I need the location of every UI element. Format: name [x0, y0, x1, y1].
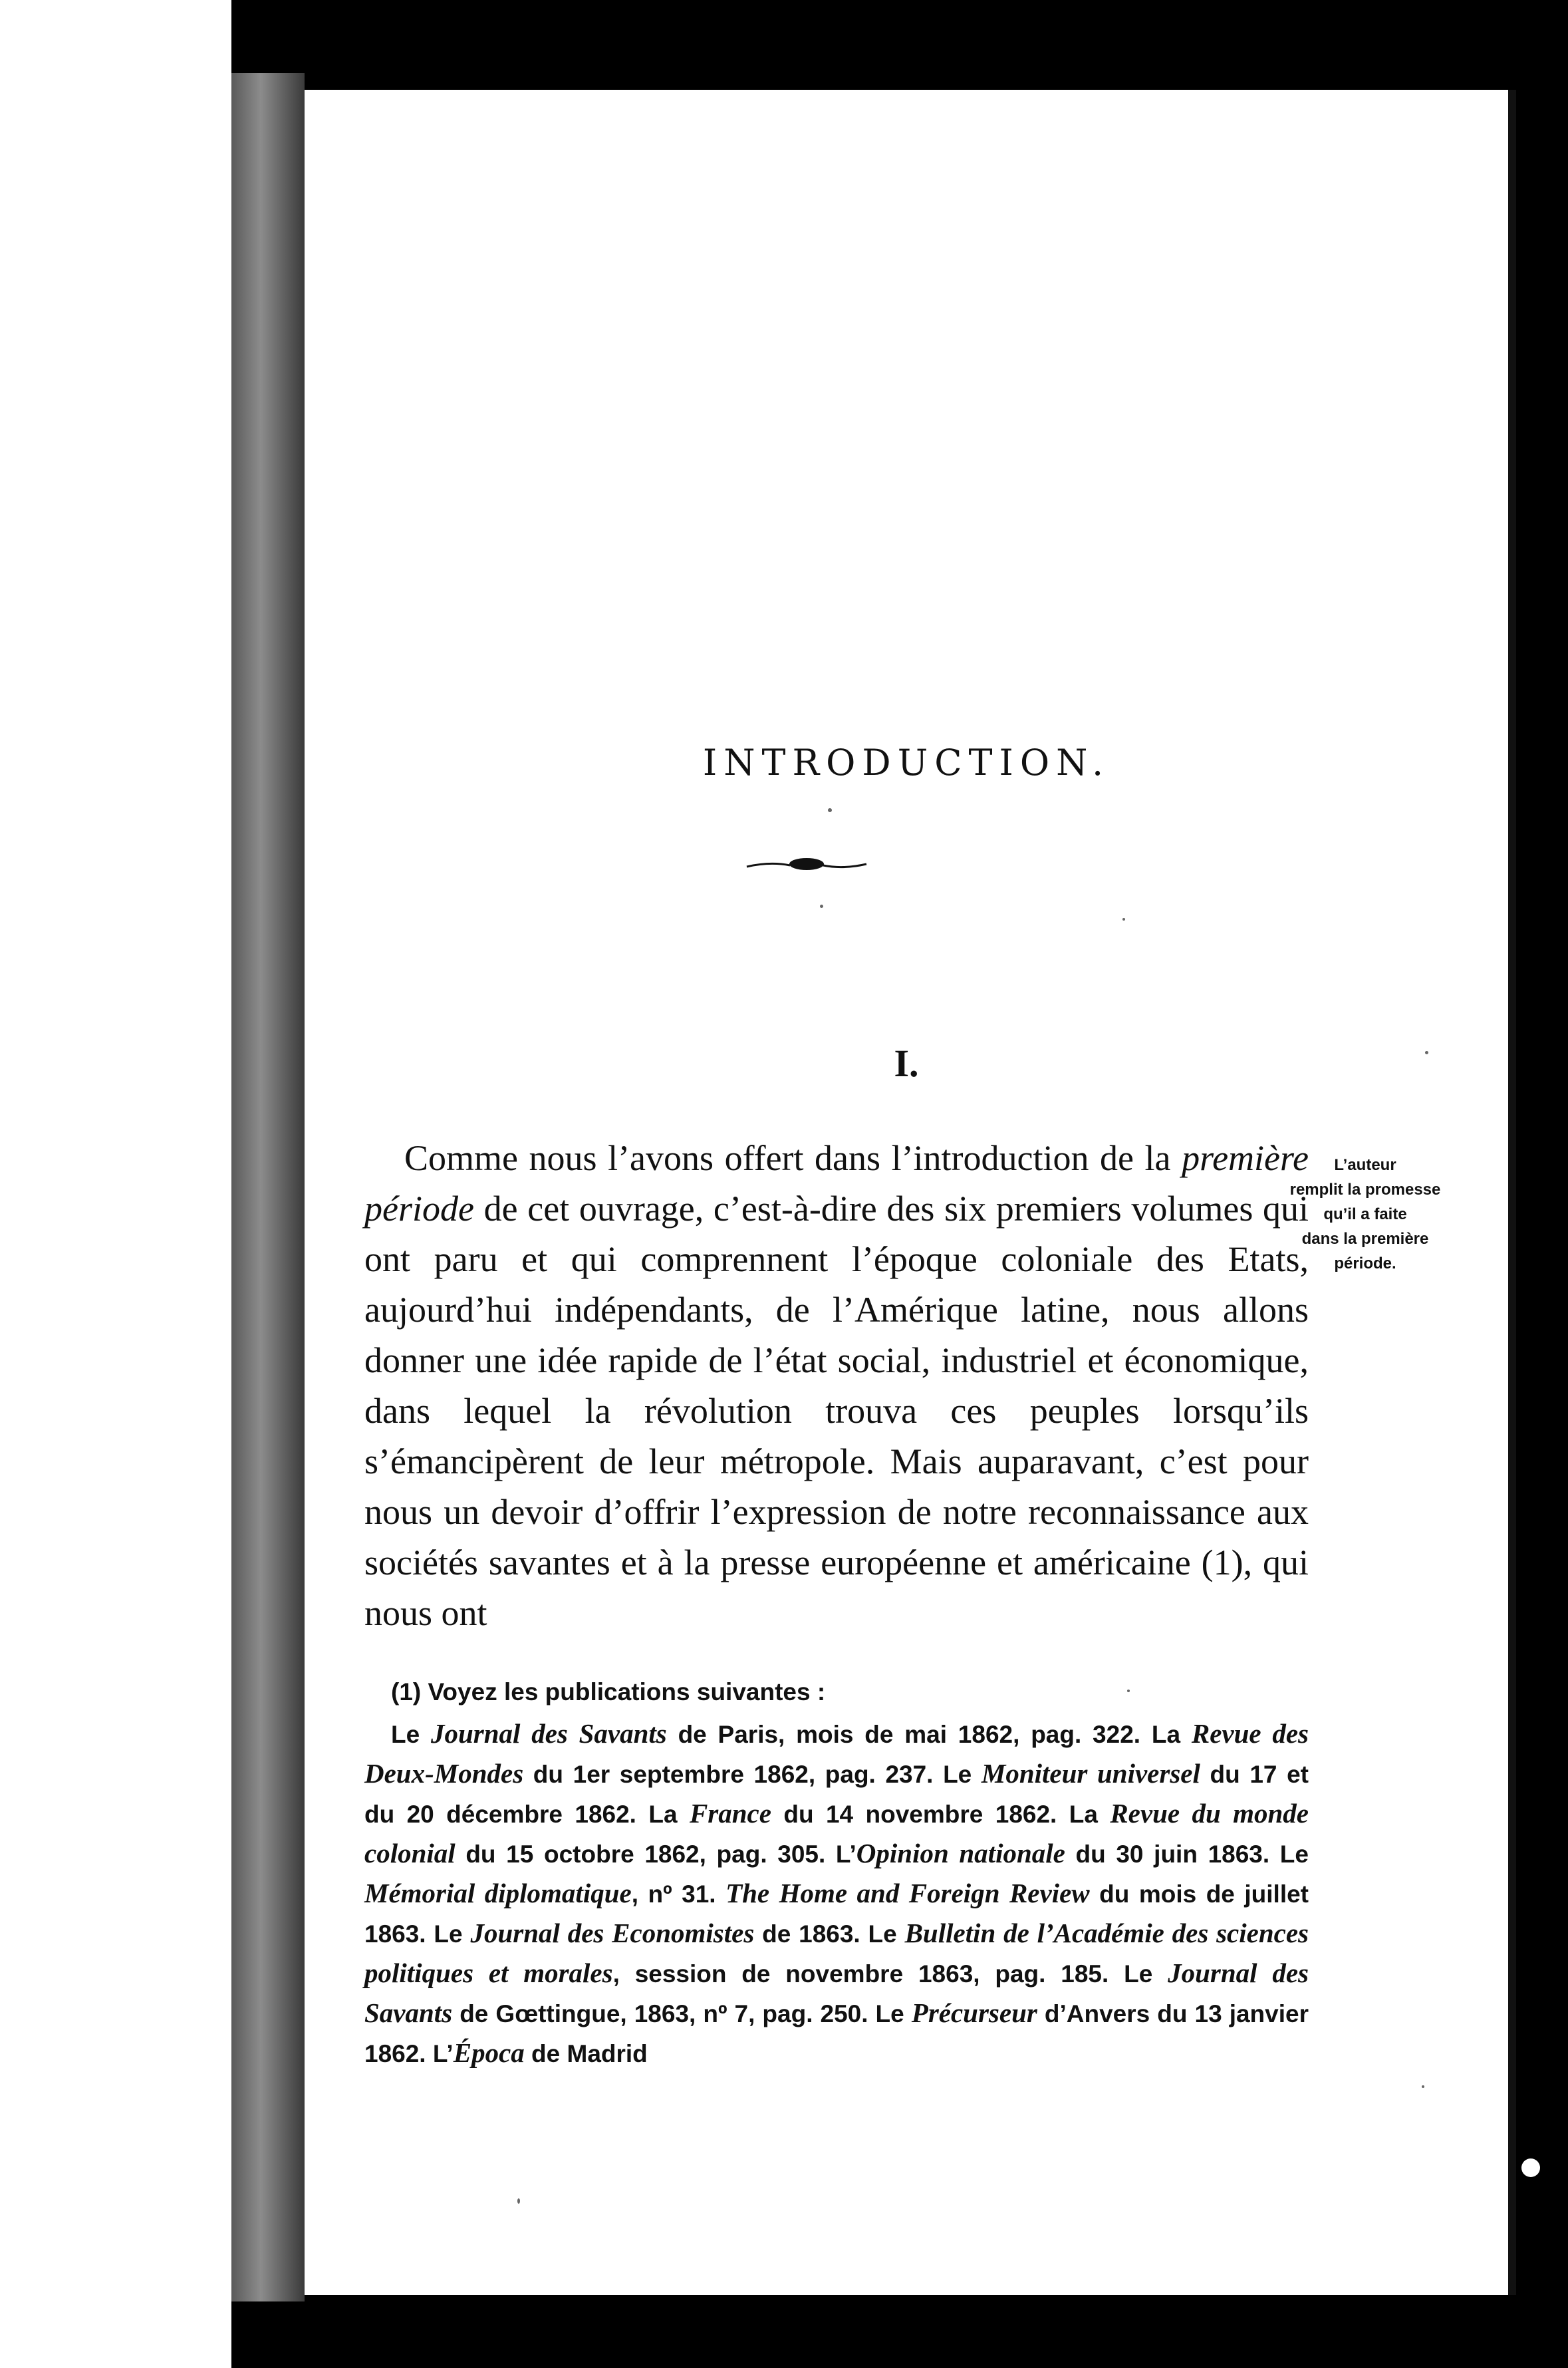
scan-speck [1422, 2085, 1424, 2088]
margin-note-line: qu’il a faite [1323, 1205, 1407, 1223]
book-page [305, 90, 1508, 2295]
footnote-title: Journal des Savants [364, 1958, 1309, 2028]
footnote-title: Moniteur universel [981, 1758, 1200, 1789]
footnote-part: du 30 juin 1863. Le [1065, 1841, 1309, 1868]
footnote-part: d’Anvers du 13 janvier 1862. L’ [364, 2000, 1309, 2067]
scan-speck [1122, 918, 1125, 921]
scan-speck [1127, 1690, 1130, 1692]
footnote-part: du 17 et du 20 décembre 1862. La [364, 1761, 1309, 1828]
footnote-part: de Madrid [524, 2040, 648, 2067]
footnote-title: Journal des Savants [430, 1718, 667, 1749]
footnote-intro: (1) Voyez les publications suivantes : [391, 1678, 826, 1705]
footnote-title: Opinion nationale [856, 1838, 1065, 1868]
margin-note-line: période. [1334, 1255, 1396, 1272]
footnote-title: Revue des Deux-Mondes [364, 1718, 1309, 1789]
scan-speck [820, 905, 823, 908]
scan-speck [828, 808, 832, 812]
book-spine-shadow [231, 73, 305, 2301]
footnote-part: du 15 octobre 1862, pag. 305. L’ [455, 1841, 856, 1868]
footnote-part: de Gœttingue, 1863, nº 7, pag. 250. Le [452, 2000, 912, 2027]
footnote-title: Journal des Economistes [470, 1918, 755, 1948]
footnote-title: Revue du monde colonial [364, 1798, 1309, 1868]
footnote-part: du 14 novembre 1862. La [771, 1801, 1111, 1828]
footnote-text [364, 1714, 1309, 2073]
margin-note [1272, 1153, 1458, 1276]
footnote-title: Época [453, 2037, 525, 2068]
body-italic-phrase: première période [364, 1138, 1309, 1229]
footnote-title: Précurseur [911, 1998, 1037, 2028]
footnote-title: Bulletin de l’Académie des sciences politiques et morales [364, 1918, 1309, 1988]
section-number: I. [894, 1042, 919, 1085]
footnote-part: du mois de juillet 1863. Le [364, 1880, 1309, 1948]
footnote-part: du 1er septembre 1862, pag. 237. Le [523, 1761, 981, 1788]
footnote-title: The Home and Foreign Review [725, 1878, 1090, 1908]
footnote-part: Le [391, 1721, 431, 1748]
scan-artifact-dot [1521, 2158, 1540, 2177]
scan-speck [1425, 1051, 1428, 1054]
body-text-part: Comme nous l’avons offert dans l’introduction de la [404, 1138, 1182, 1178]
footnote-title: Mémorial diplomatique [364, 1878, 632, 1908]
body-paragraph [364, 1133, 1309, 1638]
chapter-heading: INTRODUCTION. [702, 742, 1111, 784]
footnote-title: France [689, 1798, 771, 1829]
margin-note-line: remplit la promesse [1289, 1181, 1441, 1199]
body-text-part: de cet ouvrage, c’est-à-dire des six premiers volumes qui ont paru et qui comprennent l’époque coloniale des Etats, aujourd’hui indépendants, de l’Amérique latine, nous allons donner une idée rapide de l’état social, industriel et économique, dans lequel la révolution trouva ces peuples lorsqu’ils s’émancipèrent de leur métropole. Mais auparavant, c’est pour nous un devoir d’offrir l’expression de notre reconnaissance aux sociétés savantes et à la presse européenne et américaine [364, 1189, 1309, 1582]
footnote-part: de Paris, mois de mai 1862, pag. 322. La [666, 1721, 1192, 1748]
scan-right-edge [1508, 90, 1516, 2295]
scan-left-margin [0, 0, 231, 2368]
footnote-reference: (1) [1201, 1543, 1243, 1582]
margin-note-line: L’auteur [1334, 1156, 1396, 1174]
ornament-divider-icon [743, 855, 870, 875]
scan-speck [517, 2198, 520, 2204]
margin-note-line: dans la première [1301, 1230, 1429, 1248]
footnote-part: , nº 31. [631, 1880, 726, 1908]
footnote-part: , session de novembre 1863, pag. 185. Le [612, 1960, 1168, 1988]
body-text-part: , qui nous ont [364, 1543, 1309, 1633]
footnote-part: de 1863. Le [754, 1920, 905, 1948]
